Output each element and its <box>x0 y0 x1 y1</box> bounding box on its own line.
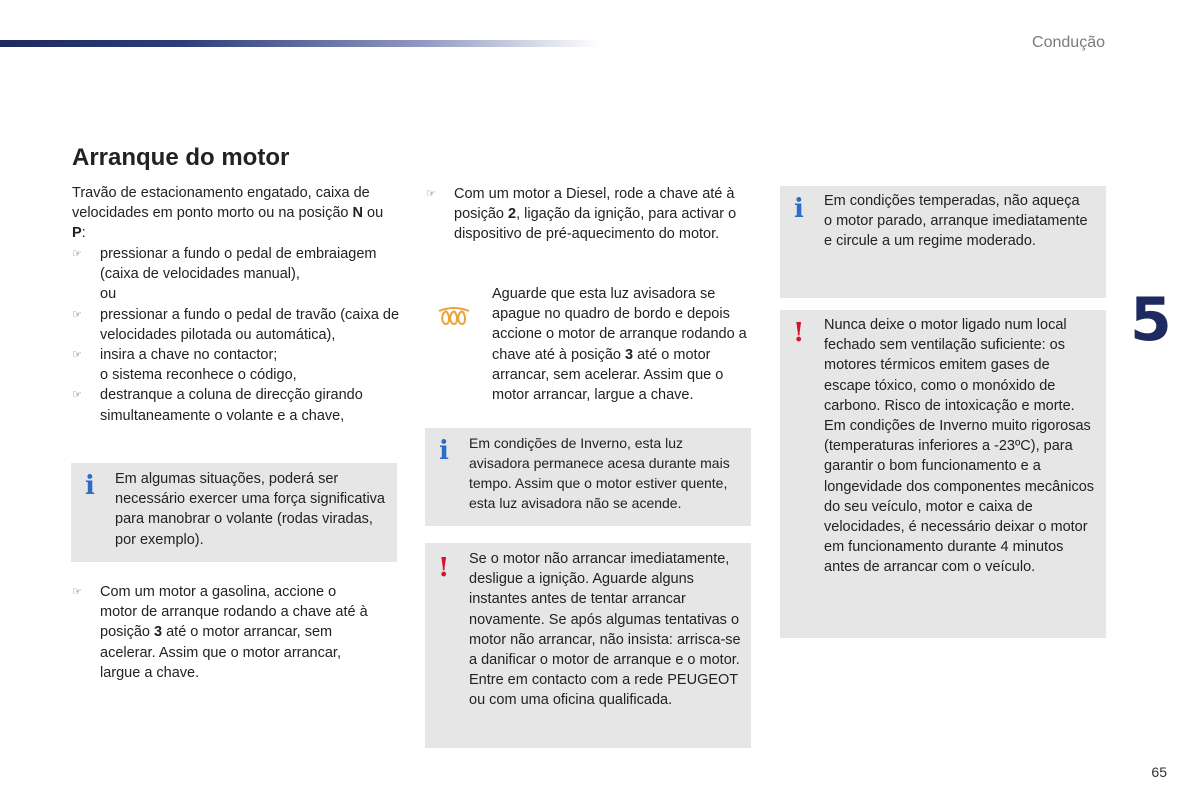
pointing-hand-icon: ☞ <box>72 308 82 321</box>
warning-icon: ! <box>438 553 450 583</box>
chapter-number: 5 <box>1130 285 1172 355</box>
glow-plug-text: Aguarde que esta luz avisadora se apague no quadro de bordo e depois accione o motor de arranque rodando a chave até à posição 3 até o motor arrancar, sem acelerar. Assim que o motor arrancar, largue a chave. <box>492 286 747 404</box>
diesel-bullet <box>426 184 754 245</box>
list-item: ☞ insira a chave no contactor; <box>72 345 400 365</box>
list-item: ☞ pressionar a fundo o pedal de travão (caixa de velocidades pilotada ou automática), <box>72 306 400 343</box>
warning-text: Se o motor não arrancar imediatamente, desligue a ignição. Aguarde alguns instantes antes de tentar arrancar novamente. Se após algumas tentativas o motor não arrancar, não insista: arrisca-se a danificar o motor de arranque e o motor. Entre em contacto com a rede PEUGEOT ou com uma oficina qualificada. <box>469 551 741 709</box>
pointing-hand-icon: ☞ <box>72 349 82 362</box>
list-item: ☞ Com um motor a Diesel, rode a chave até à posição 2, ligação da ignição, para activar o dispositivo de pré-aquecimento do motor. <box>426 186 737 243</box>
pointing-hand-icon: ☞ <box>72 248 82 260</box>
list-item: ☞ pressionar a fundo o pedal de embraiagem (caixa de velocidades manual), <box>72 246 377 283</box>
list-item: ☞ Com um motor a gasolina, accione o motor de arranque rodando a chave até à posição 3 até o motor arrancar, sem acelerar. Assim que o motor arrancar, largue a chave. <box>72 584 368 681</box>
info-text: Em condições temperadas, não aqueça o motor parado, arranque imediatamente e circule a um regime moderado. <box>824 193 1088 250</box>
list-item: ☞ destranque a coluna de direcção girando simultaneamente o volante e a chave, <box>72 387 363 424</box>
info-icon: i <box>439 436 449 466</box>
warning-box-ventilation <box>780 310 1106 638</box>
info-icon: i <box>85 471 95 501</box>
pointing-hand-icon: ☞ <box>72 389 82 402</box>
section-label: Condução <box>1032 34 1105 51</box>
page-title: Arranque do motor <box>72 144 290 171</box>
info-box-winter <box>425 428 751 526</box>
info-box-temperate <box>780 186 1106 298</box>
info-icon: i <box>794 194 804 224</box>
list-item: o sistema reconhece o código, <box>100 367 297 384</box>
list-item: ou <box>100 286 117 303</box>
warning-box-start-failure <box>425 543 751 748</box>
info-text: Em condições de Inverno, esta luz avisadora permanece acesa durante mais tempo. Assim que o motor estiver quente, esta luz avisadora não se acende. <box>469 435 730 511</box>
page-number: 65 <box>1151 764 1167 780</box>
header-gradient-bar <box>0 40 600 47</box>
warning-text: Nunca deixe o motor ligado num local fechado sem ventilação suficiente: os motores térmicos emitem gases de escape tóxico, como o monóxido de carbono. Risco de intoxicação e morte. Em condições de Inverno muito rigorosas (temperaturas inferiores a -23ºC), para garantir o bom funcionamento e a longevidade dos componentes mecânicos do seu veículo, motor e caixa de velocidades, é necessário deixar o motor em funcionamento durante 4 minutos antes de arrancar com o veículo. <box>824 317 1095 576</box>
petrol-bullet <box>72 582 372 683</box>
intro-text: Travão de estacionamento engatado, caixa de velocidades em ponto morto ou na posição N ou P: <box>72 185 384 242</box>
bullet-list <box>72 244 400 426</box>
info-text: Em algumas situações, poderá ser necessário exercer uma força significativa para manobrar o volante (rodas viradas, por exemplo). <box>115 471 385 548</box>
glow-plug-warning-icon <box>437 306 471 328</box>
pointing-hand-icon: ☞ <box>426 188 436 200</box>
pointing-hand-icon: ☞ <box>72 586 82 598</box>
warning-icon: ! <box>793 318 805 348</box>
info-box-steering <box>71 463 397 562</box>
